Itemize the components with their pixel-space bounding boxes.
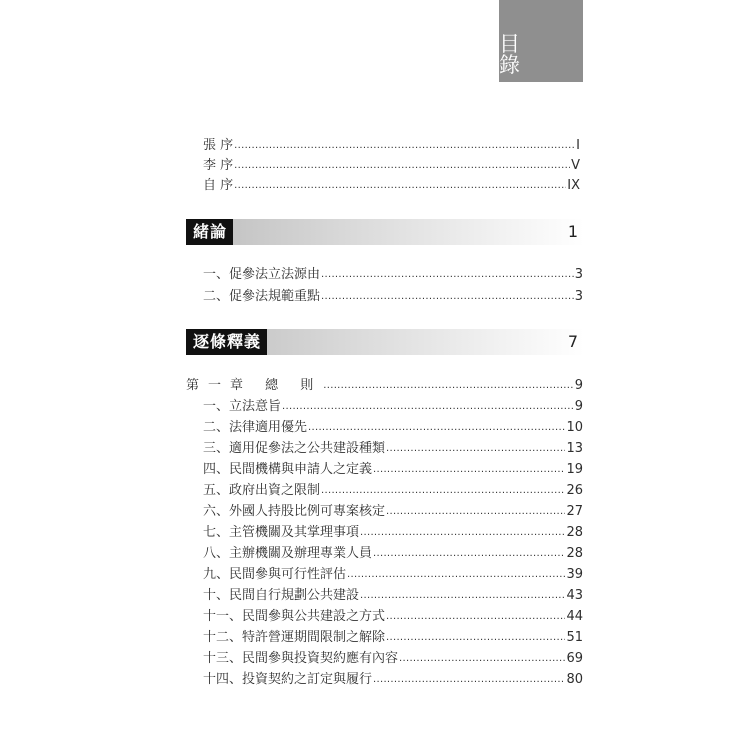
toc-entry[interactable] xyxy=(203,525,583,542)
toc-entry-label: 十四、投資契約之訂定與履行 xyxy=(203,672,373,687)
section-bar-intro[interactable] xyxy=(186,219,584,245)
toc-header-tab xyxy=(499,0,583,82)
toc-entry-label: 十三、民間參與投資契約應有內容 xyxy=(203,651,399,666)
toc-entry-label: 一、立法意旨 xyxy=(203,399,282,414)
toc-entry-preface-3[interactable] xyxy=(203,178,580,195)
toc-entry-page: 39 xyxy=(566,567,583,582)
toc-entry[interactable] xyxy=(203,546,583,563)
toc-entry[interactable] xyxy=(203,420,583,437)
toc-entry-label: 七、主管機關及其掌理事項 xyxy=(203,525,360,540)
toc-leader xyxy=(282,398,574,415)
section-page: 1 xyxy=(567,222,578,241)
section-title: 逐條釋義 xyxy=(186,329,267,355)
toc-leader xyxy=(323,377,573,394)
toc-entry-label: 李 序 xyxy=(203,158,234,173)
toc-chapter-label: 第一章 總 則 xyxy=(186,378,323,393)
toc-entry-page: 26 xyxy=(566,483,583,498)
toc-entry-label: 五、政府出資之限制 xyxy=(203,483,321,498)
toc-leader xyxy=(360,524,565,541)
toc-entry[interactable] xyxy=(203,651,583,668)
toc-entry[interactable] xyxy=(203,588,583,605)
toc-entry[interactable] xyxy=(203,441,583,458)
toc-leader xyxy=(373,671,565,688)
toc-entry-page: 80 xyxy=(566,672,583,687)
toc-entry[interactable] xyxy=(203,609,583,626)
toc-leader xyxy=(234,177,566,194)
toc-leader xyxy=(373,461,565,478)
toc-chapter-1[interactable] xyxy=(186,378,583,395)
toc-entry-label: 張 序 xyxy=(203,138,234,153)
toc-entry-label: 十一、民間參與公共建設之方式 xyxy=(203,609,386,624)
toc-entry-label: 六、外國人持股比例可專案核定 xyxy=(203,504,386,519)
toc-entry-label: 三、適用促參法之公共建設種類 xyxy=(203,441,386,456)
toc-leader xyxy=(360,587,565,604)
toc-entry-page: 28 xyxy=(566,546,583,561)
toc-entry[interactable] xyxy=(203,483,583,500)
toc-entry[interactable] xyxy=(203,672,583,689)
section-title: 緒論 xyxy=(186,219,233,245)
toc-leader xyxy=(386,440,565,457)
toc-leader xyxy=(321,482,565,499)
toc-entry-page: 27 xyxy=(566,504,583,519)
toc-entry-label: 二、法律適用優先 xyxy=(203,420,308,435)
toc-entry[interactable] xyxy=(203,289,583,306)
toc-leader xyxy=(321,288,574,305)
toc-entry[interactable] xyxy=(203,504,583,521)
section-bar-commentary[interactable] xyxy=(186,329,584,355)
toc-entry-page: 10 xyxy=(566,420,583,435)
toc-leader xyxy=(308,419,565,436)
toc-entry-page: 69 xyxy=(566,651,583,666)
toc-entry-page: I xyxy=(576,138,580,153)
toc-leader xyxy=(399,650,565,667)
toc-title: 目 錄 xyxy=(499,32,531,77)
toc-entry-page: 28 xyxy=(566,525,583,540)
section-page: 7 xyxy=(567,332,578,351)
toc-leader xyxy=(386,503,565,520)
toc-entry-label: 九、民間參與可行性評估 xyxy=(203,567,347,582)
toc-entry[interactable] xyxy=(203,267,583,284)
toc-entry[interactable] xyxy=(203,462,583,479)
toc-entry-page: 9 xyxy=(574,399,583,414)
toc-entry-page: 51 xyxy=(566,630,583,645)
toc-entry[interactable] xyxy=(203,567,583,584)
toc-entry-page: 3 xyxy=(574,289,583,304)
toc-entry-page: IX xyxy=(567,178,580,193)
toc-entry-label: 一、促參法立法源由 xyxy=(203,267,321,282)
toc-leader xyxy=(373,545,565,562)
toc-entry-label: 自 序 xyxy=(203,178,234,193)
toc-entry-page: 19 xyxy=(566,462,583,477)
toc-entry-preface-1[interactable] xyxy=(203,138,580,155)
toc-entry-page: 43 xyxy=(566,588,583,603)
toc-entry-preface-2[interactable] xyxy=(203,158,580,175)
toc-entry-label: 四、民間機構與申請人之定義 xyxy=(203,462,373,477)
toc-leader xyxy=(386,608,565,625)
toc-entry[interactable] xyxy=(203,399,583,416)
toc-leader xyxy=(234,137,575,154)
toc-entry-label: 十、民間自行規劃公共建設 xyxy=(203,588,360,603)
toc-entry-page: 13 xyxy=(566,441,583,456)
toc-entry-page: 44 xyxy=(566,609,583,624)
toc-entry-label: 二、促參法規範重點 xyxy=(203,289,321,304)
toc-entry-page: V xyxy=(571,158,580,173)
toc-entry-label: 八、主辦機關及辦理專業人員 xyxy=(203,546,373,561)
toc-chapter-page: 9 xyxy=(574,378,583,393)
toc-leader xyxy=(347,566,565,583)
toc-leader xyxy=(386,629,565,646)
toc-leader xyxy=(234,157,570,174)
toc-entry-label: 十二、特許營運期間限制之解除 xyxy=(203,630,386,645)
toc-leader xyxy=(321,266,574,283)
toc-entry-page: 3 xyxy=(574,267,583,282)
toc-entry[interactable] xyxy=(203,630,583,647)
